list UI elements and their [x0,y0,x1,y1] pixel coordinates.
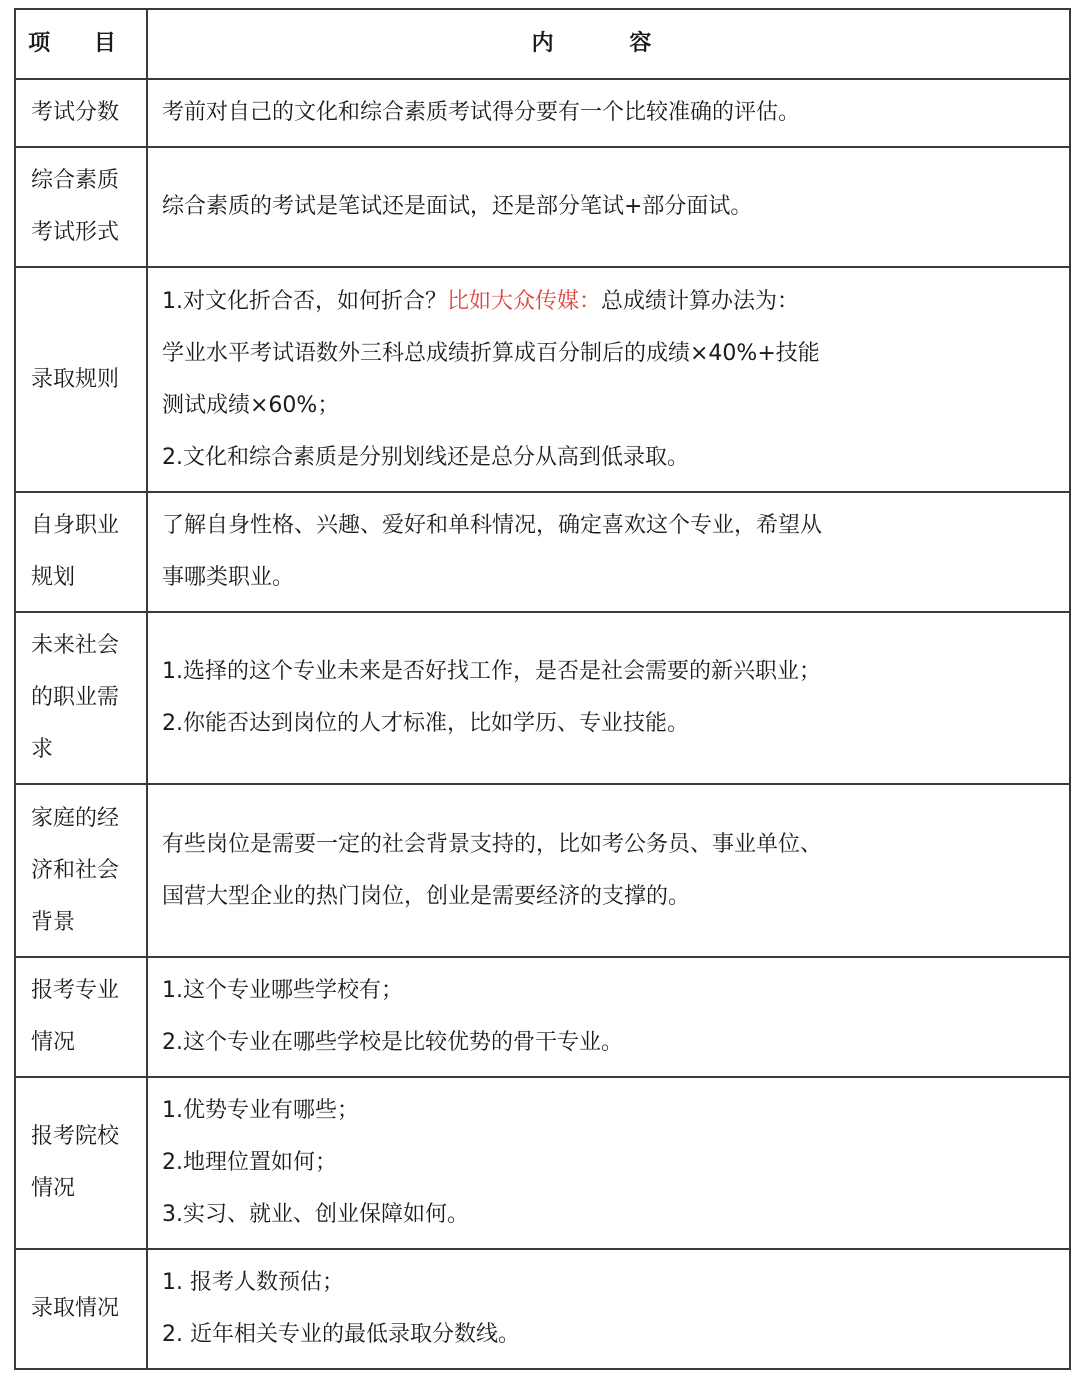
row-item: 录取情况 [15,1249,147,1369]
table-row [15,1077,1070,1249]
row-content [147,784,1070,957]
content-line: 1.选择的这个专业未来是否好找工作，是否是社会需要的新兴职业； [162,659,821,684]
table-row [15,1249,1070,1369]
content-line: 测试成绩×60%； [162,392,340,418]
row-item: 报考专业情况 [15,957,147,1077]
content-line: 2.文化和综合素质是分别划线还是总分从高到低录取。 [162,444,689,470]
content-line: 3.实习、就业、创业保障如何。 [162,1202,469,1227]
header-item: 项 目 [15,9,147,79]
content-line: 1.优势专业有哪些； [162,1098,359,1123]
content-line: 2. 近年相关专业的最低录取分数线。 [162,1322,520,1347]
content-line [162,276,1057,328]
table-row [15,147,1070,267]
row-content [147,1249,1070,1369]
row-content [147,1077,1070,1249]
content-line: 学业水平考试语数外三科总成绩折算成百分制后的成绩×40%+技能 [162,340,820,366]
content-line: 了解自身性格、兴趣、爱好和单科情况，确定喜欢这个专业，希望从 [162,513,823,538]
row-content [147,492,1070,612]
content-line: 1. 报考人数预估； [162,1270,344,1295]
table-row [15,612,1070,784]
info-table [14,8,1071,1370]
content-line: 国营大型企业的热门岗位，创业是需要经济的支撑的。 [162,883,691,909]
row-content [147,79,1070,147]
table-row [15,492,1070,612]
row-item: 家庭的经济和社会背景 [15,784,147,957]
content-line: 2.这个专业在哪些学校是比较优势的骨干专业。 [162,1030,623,1055]
content-text: 总成绩计算办法为： [601,288,800,314]
table-row [15,957,1070,1077]
row-item: 录取规则 [15,267,147,492]
row-item: 报考院校情况 [15,1077,147,1249]
content-line: 有些岗位是需要一定的社会背景支持的，比如考公务员、事业单位、 [162,831,823,857]
row-content [147,612,1070,784]
content-line: 2.地理位置如何； [162,1150,337,1175]
row-content [147,957,1070,1077]
row-item: 综合素质考试形式 [15,147,147,267]
table-row [15,79,1070,147]
row-item: 未来社会的职业需求 [15,612,147,784]
row-item: 考试分数 [15,79,147,147]
row-content [147,147,1070,267]
content-line: 1.这个专业哪些学校有； [162,978,403,1003]
table-header-row [15,9,1070,79]
highlight-text: 比如大众传媒： [447,288,602,314]
row-content [147,267,1070,492]
table-row [15,267,1070,492]
row-item: 自身职业规划 [15,492,147,612]
table-row [15,784,1070,957]
content-line: 考前对自己的文化和综合素质考试得分要有一个比较准确的评估。 [162,100,801,125]
content-line: 2.你能否达到岗位的人才标准，比如学历、专业技能。 [162,711,689,736]
content-text: 1.对文化折合否，如何折合？ [162,288,447,314]
header-content: 内 容 [147,9,1070,79]
content-line: 综合素质的考试是笔试还是面试，还是部分笔试+部分面试。 [162,194,753,219]
content-line: 事哪类职业。 [162,565,295,590]
